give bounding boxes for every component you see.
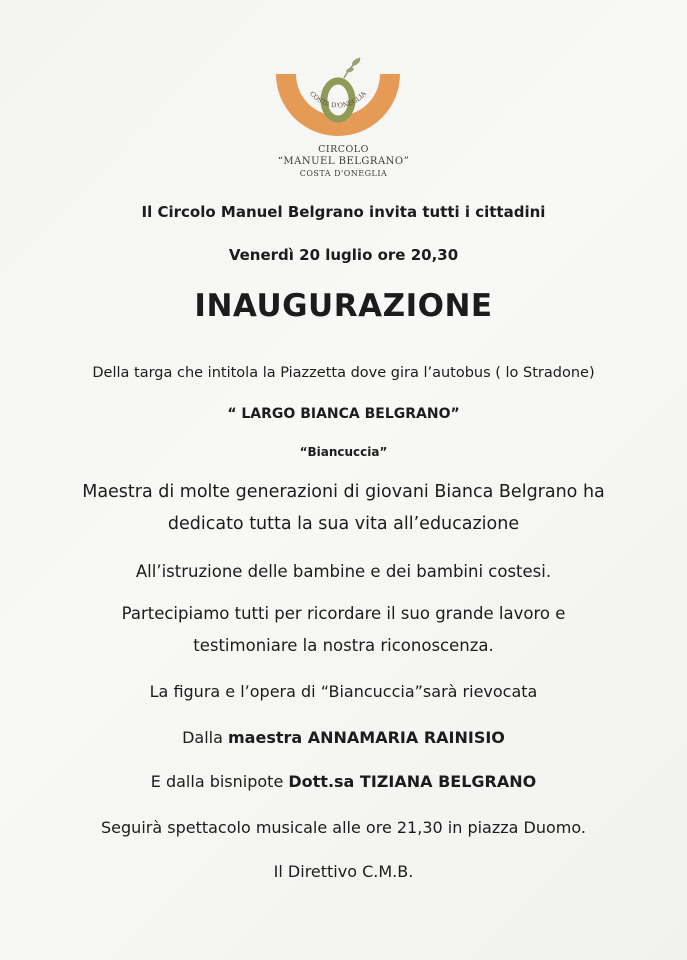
speaker-2-name: Dott.sa TIZIANA BELGRANO bbox=[288, 772, 537, 791]
targa-description: Della targa che intitola la Piazzetta dove gira l’autobus ( lo Stradone) bbox=[92, 365, 595, 381]
speaker-1-name: maestra ANNAMARIA RAINISIO bbox=[228, 728, 505, 747]
logo-line-circolo: CIRCOLO bbox=[318, 144, 369, 155]
paragraph-1-line-2: dedicato tutta la sua vita all’educazione bbox=[167, 514, 520, 534]
paragraph-4: La figura e l’opera di “Biancuccia”sarà rievocata bbox=[149, 682, 538, 701]
circolo-logo bbox=[268, 48, 408, 136]
logo-line-place: COSTA D'ONEGLIA bbox=[299, 169, 388, 178]
signature: Il Direttivo C.M.B. bbox=[273, 862, 414, 881]
paragraph-3-line-1: Partecipiamo tutti per ricordare il suo grande lavoro e bbox=[121, 604, 566, 623]
music-note-line: Seguirà spettacolo musicale alle ore 21,30 in piazza Duomo. bbox=[101, 818, 586, 837]
speaker-1-line bbox=[0, 728, 687, 747]
event-date: Venerdì 20 luglio ore 20,30 bbox=[228, 246, 459, 264]
speaker-1-prefix: Dalla bbox=[182, 728, 228, 747]
page-title: INAUGURAZIONE bbox=[194, 288, 493, 324]
paragraph-2: All’istruzione delle bambine e dei bambini costesi. bbox=[135, 562, 552, 581]
speaker-2-line bbox=[0, 772, 687, 791]
logo-line-name: “MANUEL BELGRANO” bbox=[277, 156, 410, 167]
largo-name: “ LARGO BIANCA BELGRANO” bbox=[227, 406, 460, 422]
invite-line: Il Circolo Manuel Belgrano invita tutti i cittadini bbox=[141, 203, 546, 221]
speaker-2-prefix: E dalla bisnipote bbox=[150, 772, 289, 791]
paragraph-1-line-1: Maestra di molte generazioni di giovani Bianca Belgrano ha bbox=[82, 482, 605, 502]
nickname: “Biancuccia” bbox=[299, 445, 388, 459]
logo-arc-text: COSTA D'ONEGLIA bbox=[308, 89, 368, 110]
paragraph-3-line-2: testimoniare la nostra riconoscenza. bbox=[193, 636, 494, 655]
